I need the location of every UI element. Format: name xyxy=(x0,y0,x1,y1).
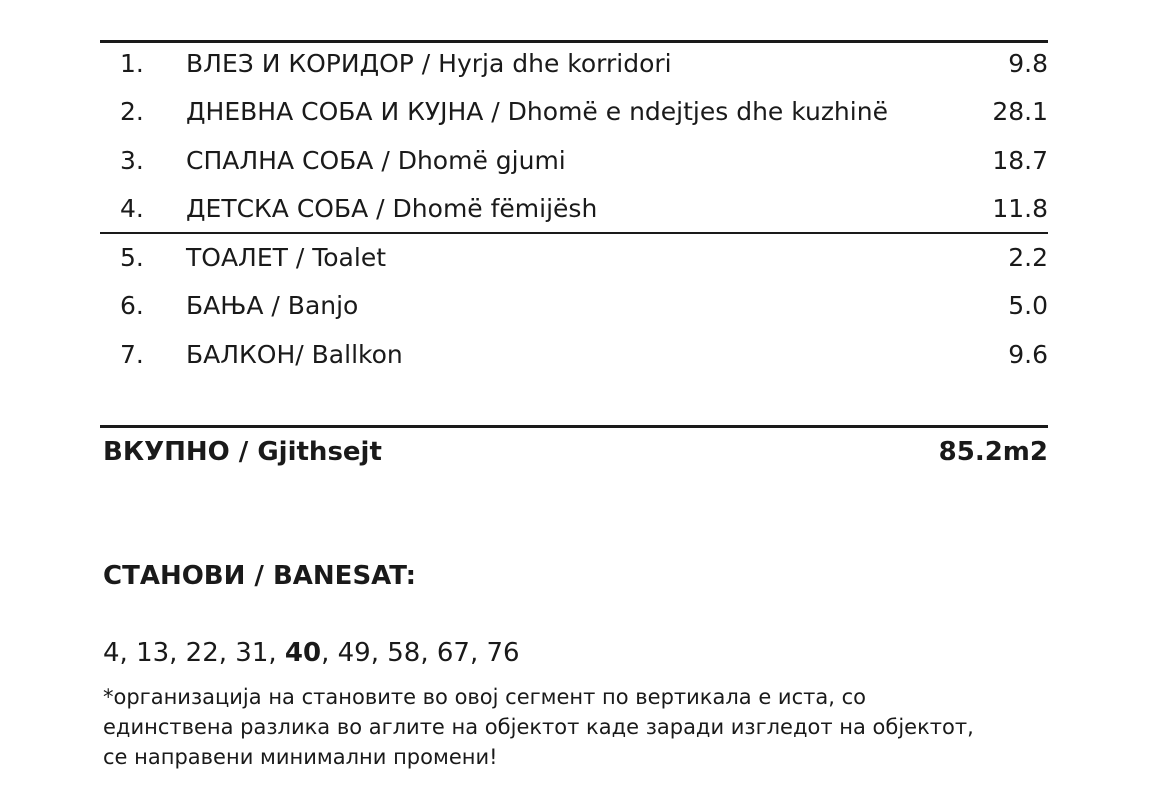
room-row xyxy=(100,40,1048,88)
room-area: 11.8 xyxy=(992,194,1048,223)
room-name: ТОАЛЕТ / Toalet xyxy=(186,243,386,272)
total-rule xyxy=(100,425,1048,428)
room-row xyxy=(100,234,1048,282)
apartments-heading: СТАНОВИ / BANESAT: xyxy=(103,561,416,591)
room-area: 28.1 xyxy=(992,97,1048,126)
apartments-list xyxy=(103,634,520,672)
total-row xyxy=(103,432,1048,472)
room-number: 4. xyxy=(120,194,144,223)
room-number: 5. xyxy=(120,243,144,272)
room-row xyxy=(100,282,1048,330)
apartments-list-before: 4, 13, 22, 31, xyxy=(103,638,285,668)
room-area: 18.7 xyxy=(992,146,1048,175)
room-row xyxy=(100,185,1048,233)
footnote-line: единствена разлика во аглите на објектот каде заради изгледот на објектот, xyxy=(103,715,974,739)
room-number: 7. xyxy=(120,340,144,369)
room-area: 9.8 xyxy=(1008,49,1048,78)
room-area: 2.2 xyxy=(1008,243,1048,272)
footnote-line: се направени минимални промени! xyxy=(103,745,498,769)
room-number: 3. xyxy=(120,146,144,175)
room-name: ДНЕВНА СОБА И КУЈНА / Dhomë e ndejtjes dhe kuzhinë xyxy=(186,97,888,126)
apartments-list-after: , 49, 58, 67, 76 xyxy=(321,638,520,668)
room-area: 5.0 xyxy=(1008,291,1048,320)
total-label: ВКУПНО / Gjithsejt xyxy=(103,437,382,467)
room-row xyxy=(100,331,1048,379)
room-row xyxy=(100,88,1048,136)
footnote xyxy=(103,682,1063,772)
total-value: 85.2m2 xyxy=(938,437,1048,467)
room-name: ДЕТСКА СОБА / Dhomë fëmijësh xyxy=(186,194,598,223)
section-divider xyxy=(100,232,1048,234)
room-number: 2. xyxy=(120,97,144,126)
room-name: БАЊА / Banjo xyxy=(186,291,359,320)
room-name: БАЛКОН/ Ballkon xyxy=(186,340,403,369)
room-name: СПАЛНА СОБА / Dhomë gjumi xyxy=(186,146,566,175)
room-number: 6. xyxy=(120,291,144,320)
apartments-highlighted: 40 xyxy=(284,638,322,668)
room-number: 1. xyxy=(120,49,144,78)
footnote-line: *организација на становите во овој сегмент по вертикала е иста, со xyxy=(103,685,866,709)
room-name: ВЛЕЗ И КОРИДОР / Hyrja dhe korridori xyxy=(186,49,672,78)
room-area: 9.6 xyxy=(1008,340,1048,369)
room-row xyxy=(100,137,1048,185)
